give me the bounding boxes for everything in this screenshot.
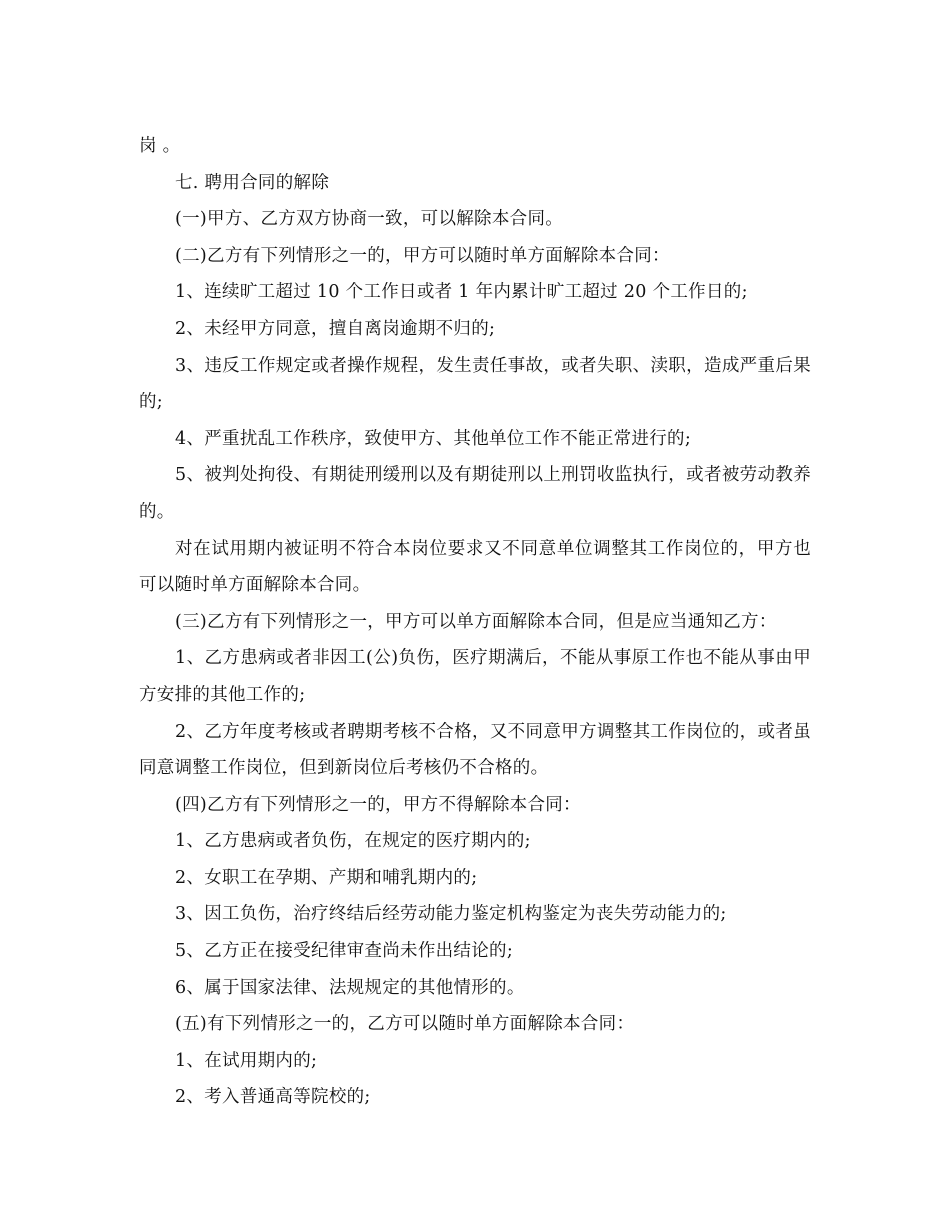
list-item: 2、乙方年度考核或者聘期考核不合格，又不同意甲方调整其工作岗位的，或者虽同意调整工作岗位，但到新岗位后考核仍不合格的。 <box>139 721 811 779</box>
list-item: 1、在试用期内的; <box>175 1050 318 1071</box>
document-body <box>139 128 811 1116</box>
paragraph: (四)乙方有下列情形之一的，甲方不得解除本合同： <box>175 794 581 815</box>
list-item: 6、属于国家法律、法规规定的其他情形的。 <box>175 977 525 998</box>
list-item: 4、严重扰乱工作秩序，致使甲方、其他单位工作不能正常进行的; <box>175 428 692 449</box>
paragraph: (一)甲方、乙方双方协商一致，可以解除本合同。 <box>175 209 564 230</box>
list-item: 1、乙方患病或者负伤，在规定的医疗期内的; <box>175 831 531 852</box>
list-item: 3、因工负伤，治疗终结后经劳动能力鉴定机构鉴定为丧失劳动能力的; <box>175 904 727 925</box>
paragraph: (二)乙方有下列情形之一的，甲方可以随时单方面解除本合同： <box>175 245 670 266</box>
list-item: 5、被判处拘役、有期徒刑缓刑以及有期徒刑以上刑罚收监执行，或者被劳动教养的。 <box>139 465 811 522</box>
paragraph: (五)有下列情形之一的，乙方可以随时单方面解除本合同： <box>175 1014 635 1035</box>
list-item: 3、违反工作规定或者操作规程，发生责任事故，或者失职、渎职，造成严重后果的; <box>139 355 811 413</box>
paragraph: (三)乙方有下列情形之一，甲方可以单方面解除本合同，但是应当通知乙方： <box>175 611 777 632</box>
list-item: 1、连续旷工超过 10 个工作日或者 1 年内累计旷工超过 20 个工作日的; <box>175 282 748 303</box>
list-item: 1、乙方患病或者非因工(公)负伤，医疗期满后，不能从事原工作也不能从事由甲方安排的其他工作的; <box>139 648 811 705</box>
list-item: 2、考入普通高等院校的; <box>175 1087 371 1108</box>
section-heading: 七. 聘用合同的解除 <box>175 172 330 193</box>
list-item: 5、乙方正在接受纪律审查尚未作出结论的; <box>175 941 514 962</box>
list-item: 2、女职工在孕期、产期和哺乳期内的; <box>175 867 478 888</box>
paragraph: 岗 。 <box>139 136 181 156</box>
paragraph: 对在试用期内被证明不符合本岗位要求又不同意单位调整其工作岗位的，甲方也可以随时单方面解除本合同。 <box>139 538 811 596</box>
list-item: 2、未经甲方同意，擅自离岗逾期不归的; <box>175 318 496 339</box>
